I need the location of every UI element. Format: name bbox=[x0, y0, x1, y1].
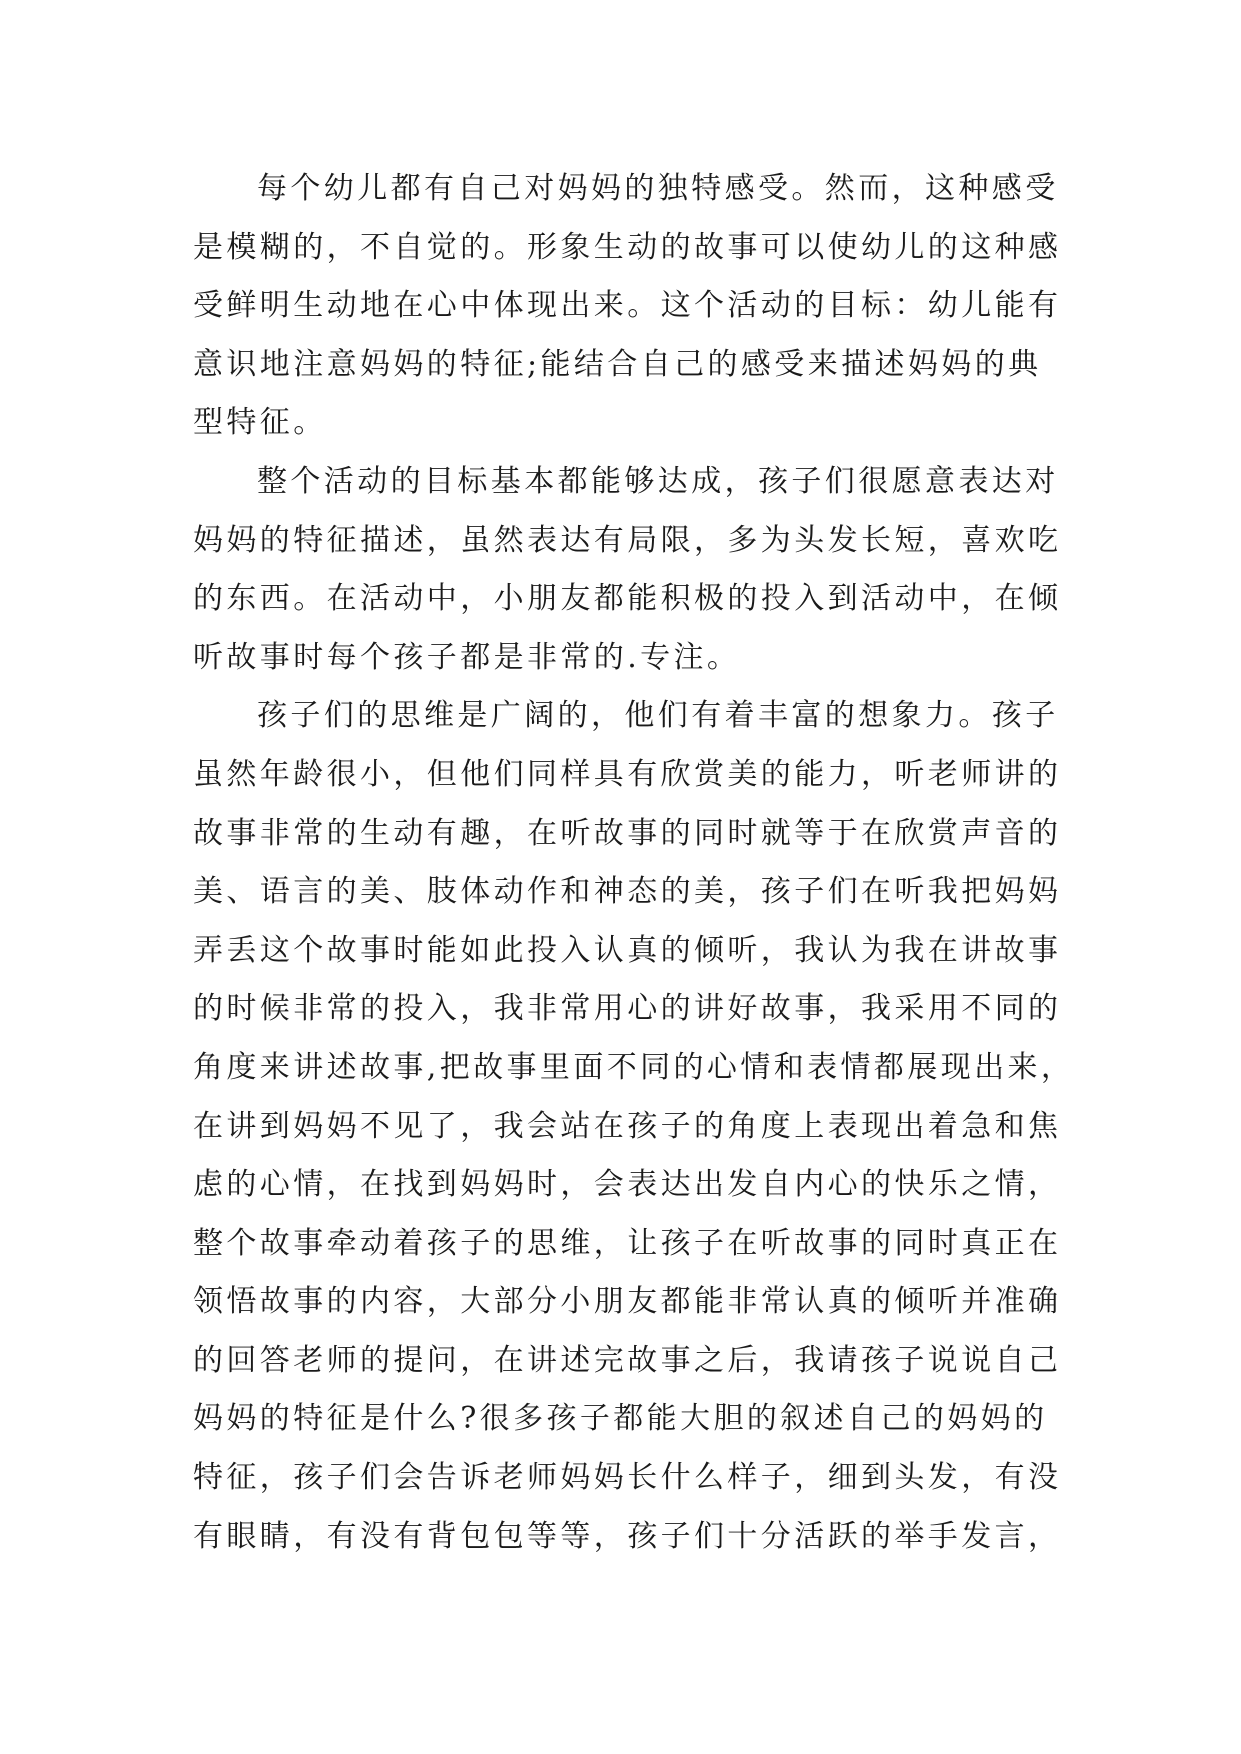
text-line: 有眼睛，有没有背包包等等，孩子们十分活跃的举手发言， bbox=[193, 1518, 1062, 1554]
text-line: 虑的心情，在找到妈妈时，会表达出发自内心的快乐之情， bbox=[193, 1167, 1062, 1203]
text-line: 角度来讲述故事,把故事里面不同的心情和表情都展现出来， bbox=[193, 1049, 1075, 1085]
text-line: 的时候非常的投入，我非常用心的讲好故事，我采用不同的 bbox=[193, 991, 1062, 1027]
paragraph-3 bbox=[193, 687, 1093, 1566]
text-line: 领悟故事的内容，大部分小朋友都能非常认真的倾听并准确 bbox=[193, 1284, 1062, 1320]
text-line: 特征，孩子们会告诉老师妈妈长什么样子，细到头发，有没 bbox=[193, 1460, 1062, 1496]
text-line: 妈妈的特征是什么?很多孩子都能大胆的叙述自己的妈妈的 bbox=[193, 1401, 1048, 1437]
text-line: 妈妈的特征描述，虽然表达有局限，多为头发长短，喜欢吃 bbox=[193, 522, 1062, 558]
text-line: 受鲜明生动地在心中体现出来。这个活动的目标：幼儿能有 bbox=[193, 288, 1062, 324]
text-line: 在讲到妈妈不见了，我会站在孩子的角度上表现出着急和焦 bbox=[193, 1108, 1062, 1144]
text-line: 的东西。在活动中，小朋友都能积极的投入到活动中，在倾 bbox=[193, 581, 1062, 617]
text-line: 弄丢这个故事时能如此投入认真的倾听，我认为我在讲故事 bbox=[193, 932, 1062, 968]
text-line: 意识地注意妈妈的特征;能结合自己的感受来描述妈妈的典 bbox=[193, 346, 1042, 382]
text-line: 是模糊的，不自觉的。形象生动的故事可以使幼儿的这种感 bbox=[193, 229, 1062, 265]
text-line: 孩子们的思维是广阔的，他们有着丰富的想象力。孩子 bbox=[257, 698, 1059, 734]
text-line: 故事非常的生动有趣，在听故事的同时就等于在欣赏声音的 bbox=[193, 815, 1062, 851]
text-line: 的回答老师的提问，在讲述完故事之后，我请孩子说说自己 bbox=[193, 1342, 1062, 1378]
body-text bbox=[193, 160, 1093, 1566]
text-line: 美、语言的美、肢体动作和神态的美，孩子们在听我把妈妈 bbox=[193, 874, 1062, 910]
paragraph-1 bbox=[193, 160, 1093, 453]
text-line: 整个故事牵动着孩子的思维，让孩子在听故事的同时真正在 bbox=[193, 1225, 1062, 1261]
paragraph-2 bbox=[193, 453, 1093, 687]
text-line: 整个活动的目标基本都能够达成，孩子们很愿意表达对 bbox=[257, 463, 1059, 499]
text-line: 听故事时每个孩子都是非常的.专注。 bbox=[193, 639, 741, 675]
text-line: 型特征。 bbox=[193, 405, 327, 441]
text-line: 每个幼儿都有自己对妈妈的独特感受。然而，这种感受 bbox=[257, 171, 1059, 206]
text-line: 虽然年龄很小，但他们同样具有欣赏美的能力，听老师讲的 bbox=[193, 756, 1062, 792]
